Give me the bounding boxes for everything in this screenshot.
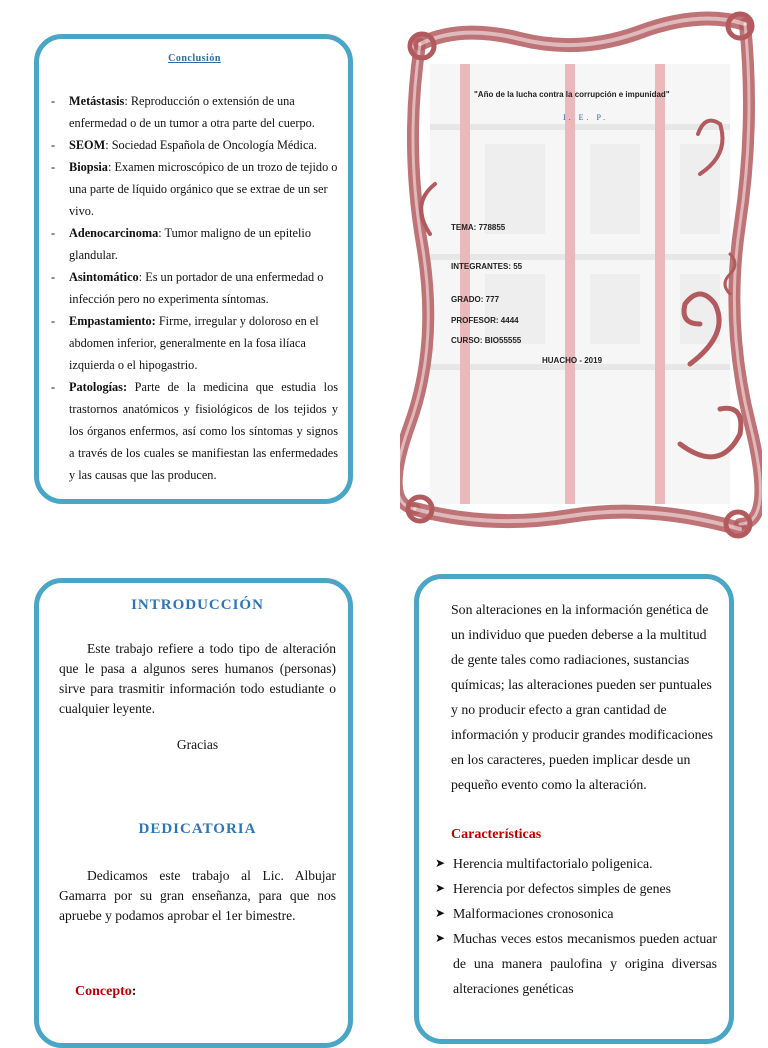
glossary-item-asintomatico: - Asintomático: Es un portador de una enfermedad o infección pero no experimenta síntomas. — [51, 266, 338, 310]
dedicatoria-title: DEDICATORIA — [138, 821, 257, 837]
glossary-term: Biopsia — [69, 160, 108, 174]
glossary-desc: Sociedad Española de Oncología Médica. — [111, 138, 317, 152]
glossary-item-metastasis: - Metástasis: Reproducción o extensión de una enfermedad o de un tumor a otra parte del cuerpo. — [51, 90, 338, 134]
glossary-term: Metástasis — [69, 94, 125, 108]
cover-curso: CURSO: BIO55555 — [451, 336, 522, 345]
glossary-desc: Tumor maligno de un epitelio glandular. — [69, 226, 311, 262]
concepto-title: Concepto: — [75, 984, 137, 999]
glossary-desc: Firme, irregular y doloroso en el abdomen inferior, generalmente en la fosa ilíaca izquierda o el hipogastrio. — [69, 314, 319, 372]
glossary-item-biopsia: - Biopsia: Examen microscópico de un trozo de tejido o una parte de líquido orgánico que se extrae de un ser vivo. — [51, 156, 338, 222]
definition-panel — [414, 574, 734, 1044]
glossary-term: Patologías: — [69, 380, 128, 394]
cover-page — [400, 4, 762, 544]
glossary-term: Adenocarcinoma — [69, 226, 159, 240]
glossary-desc: Parte de la medicina que estudia los trastornos anatómicos y fisiológicos de los tejidos y los órganos enfermos, así como los síntomas y signos a través de los cuales se manifiestan las enfermedades y las causas que las producen. — [69, 380, 339, 482]
conclusion-title: Conclusión — [168, 53, 221, 64]
cover-motto: "Año de la lucha contra la corrupción e impunidad" — [474, 90, 670, 99]
cover-integrantes: INTEGRANTES: 55 — [451, 262, 523, 271]
cover-grado: GRADO: 777 — [451, 295, 500, 304]
caracteristica-item: ➤ Malformaciones cronosonica — [435, 901, 717, 926]
caracteristicas-title: Características — [451, 827, 542, 842]
cover-place-year: HUACHO - 2019 — [542, 356, 603, 365]
glossary-item-seom: - SEOM: Sociedad Española de Oncología Médica. — [51, 134, 338, 156]
glossary-desc: Examen microscópico de un trozo de tejido o una parte de líquido orgánico que se extrae de un ser vivo. — [69, 160, 338, 218]
glossary-term: Asintomático — [69, 270, 139, 284]
glossary-term: Empastamiento: — [69, 314, 156, 328]
caracteristica-item: ➤ Herencia por defectos simples de genes — [435, 876, 717, 901]
intro-body: Este trabajo refiere a todo tipo de alteración que le pasa a algunos seres humanos (personas) sirve para trasmitir información todo estudiante o cualquier leyente. — [59, 641, 336, 716]
intro-thanks: Gracias — [176, 737, 219, 752]
caracteristica-item: ➤ Herencia multifactorialo poligenica. — [435, 851, 717, 876]
caracteristica-item: ➤ Muchas veces estos mecanismos pueden actuar de una manera paulofina y origina diversas alteraciones genéticas — [435, 926, 717, 1001]
glossary-item-patologias — [51, 376, 338, 486]
caracteristicas-list — [435, 851, 717, 1001]
ornamental-frame-illustration — [400, 4, 762, 544]
cover-school: I. E. P. — [563, 113, 609, 122]
glossary-item-empastamiento — [51, 310, 338, 376]
cover-tema: TEMA: 778855 — [451, 223, 506, 232]
conclusion-panel — [34, 34, 353, 504]
glossary-term: SEOM — [69, 138, 106, 152]
intro-panel — [34, 578, 353, 1048]
glossary-item-adenocarcinoma: - Adenocarcinoma: Tumor maligno de un epitelio glandular. — [51, 222, 338, 266]
dedicatoria-body: Dedicamos este trabajo al Lic. Albujar Gamarra por su gran enseñanza, para que nos apruebe y podamos aprobar el 1er bimestre. — [59, 868, 336, 923]
cover-profesor: PROFESOR: 4444 — [451, 316, 519, 325]
definition-body: Son alteraciones en la información genética de un individuo que pueden deberse a la multitud de gente tales como radiaciones, sustancias químicas; las alteraciones pueden ser puntuales y no producir efecto a gran cantidad de información y producir grandes modificaciones en los caracteres, pueden implicar desde un pequeño evento como la alteración. — [451, 602, 714, 792]
glossary-list — [51, 90, 338, 486]
intro-title: INTRODUCCIÓN — [131, 597, 264, 613]
glossary-desc: Reproducción o extensión de una enfermedad o de un tumor a otra parte del cuerpo. — [69, 94, 315, 130]
glossary-desc: Es un portador de una enfermedad o infección pero no experimenta síntomas. — [69, 270, 324, 306]
